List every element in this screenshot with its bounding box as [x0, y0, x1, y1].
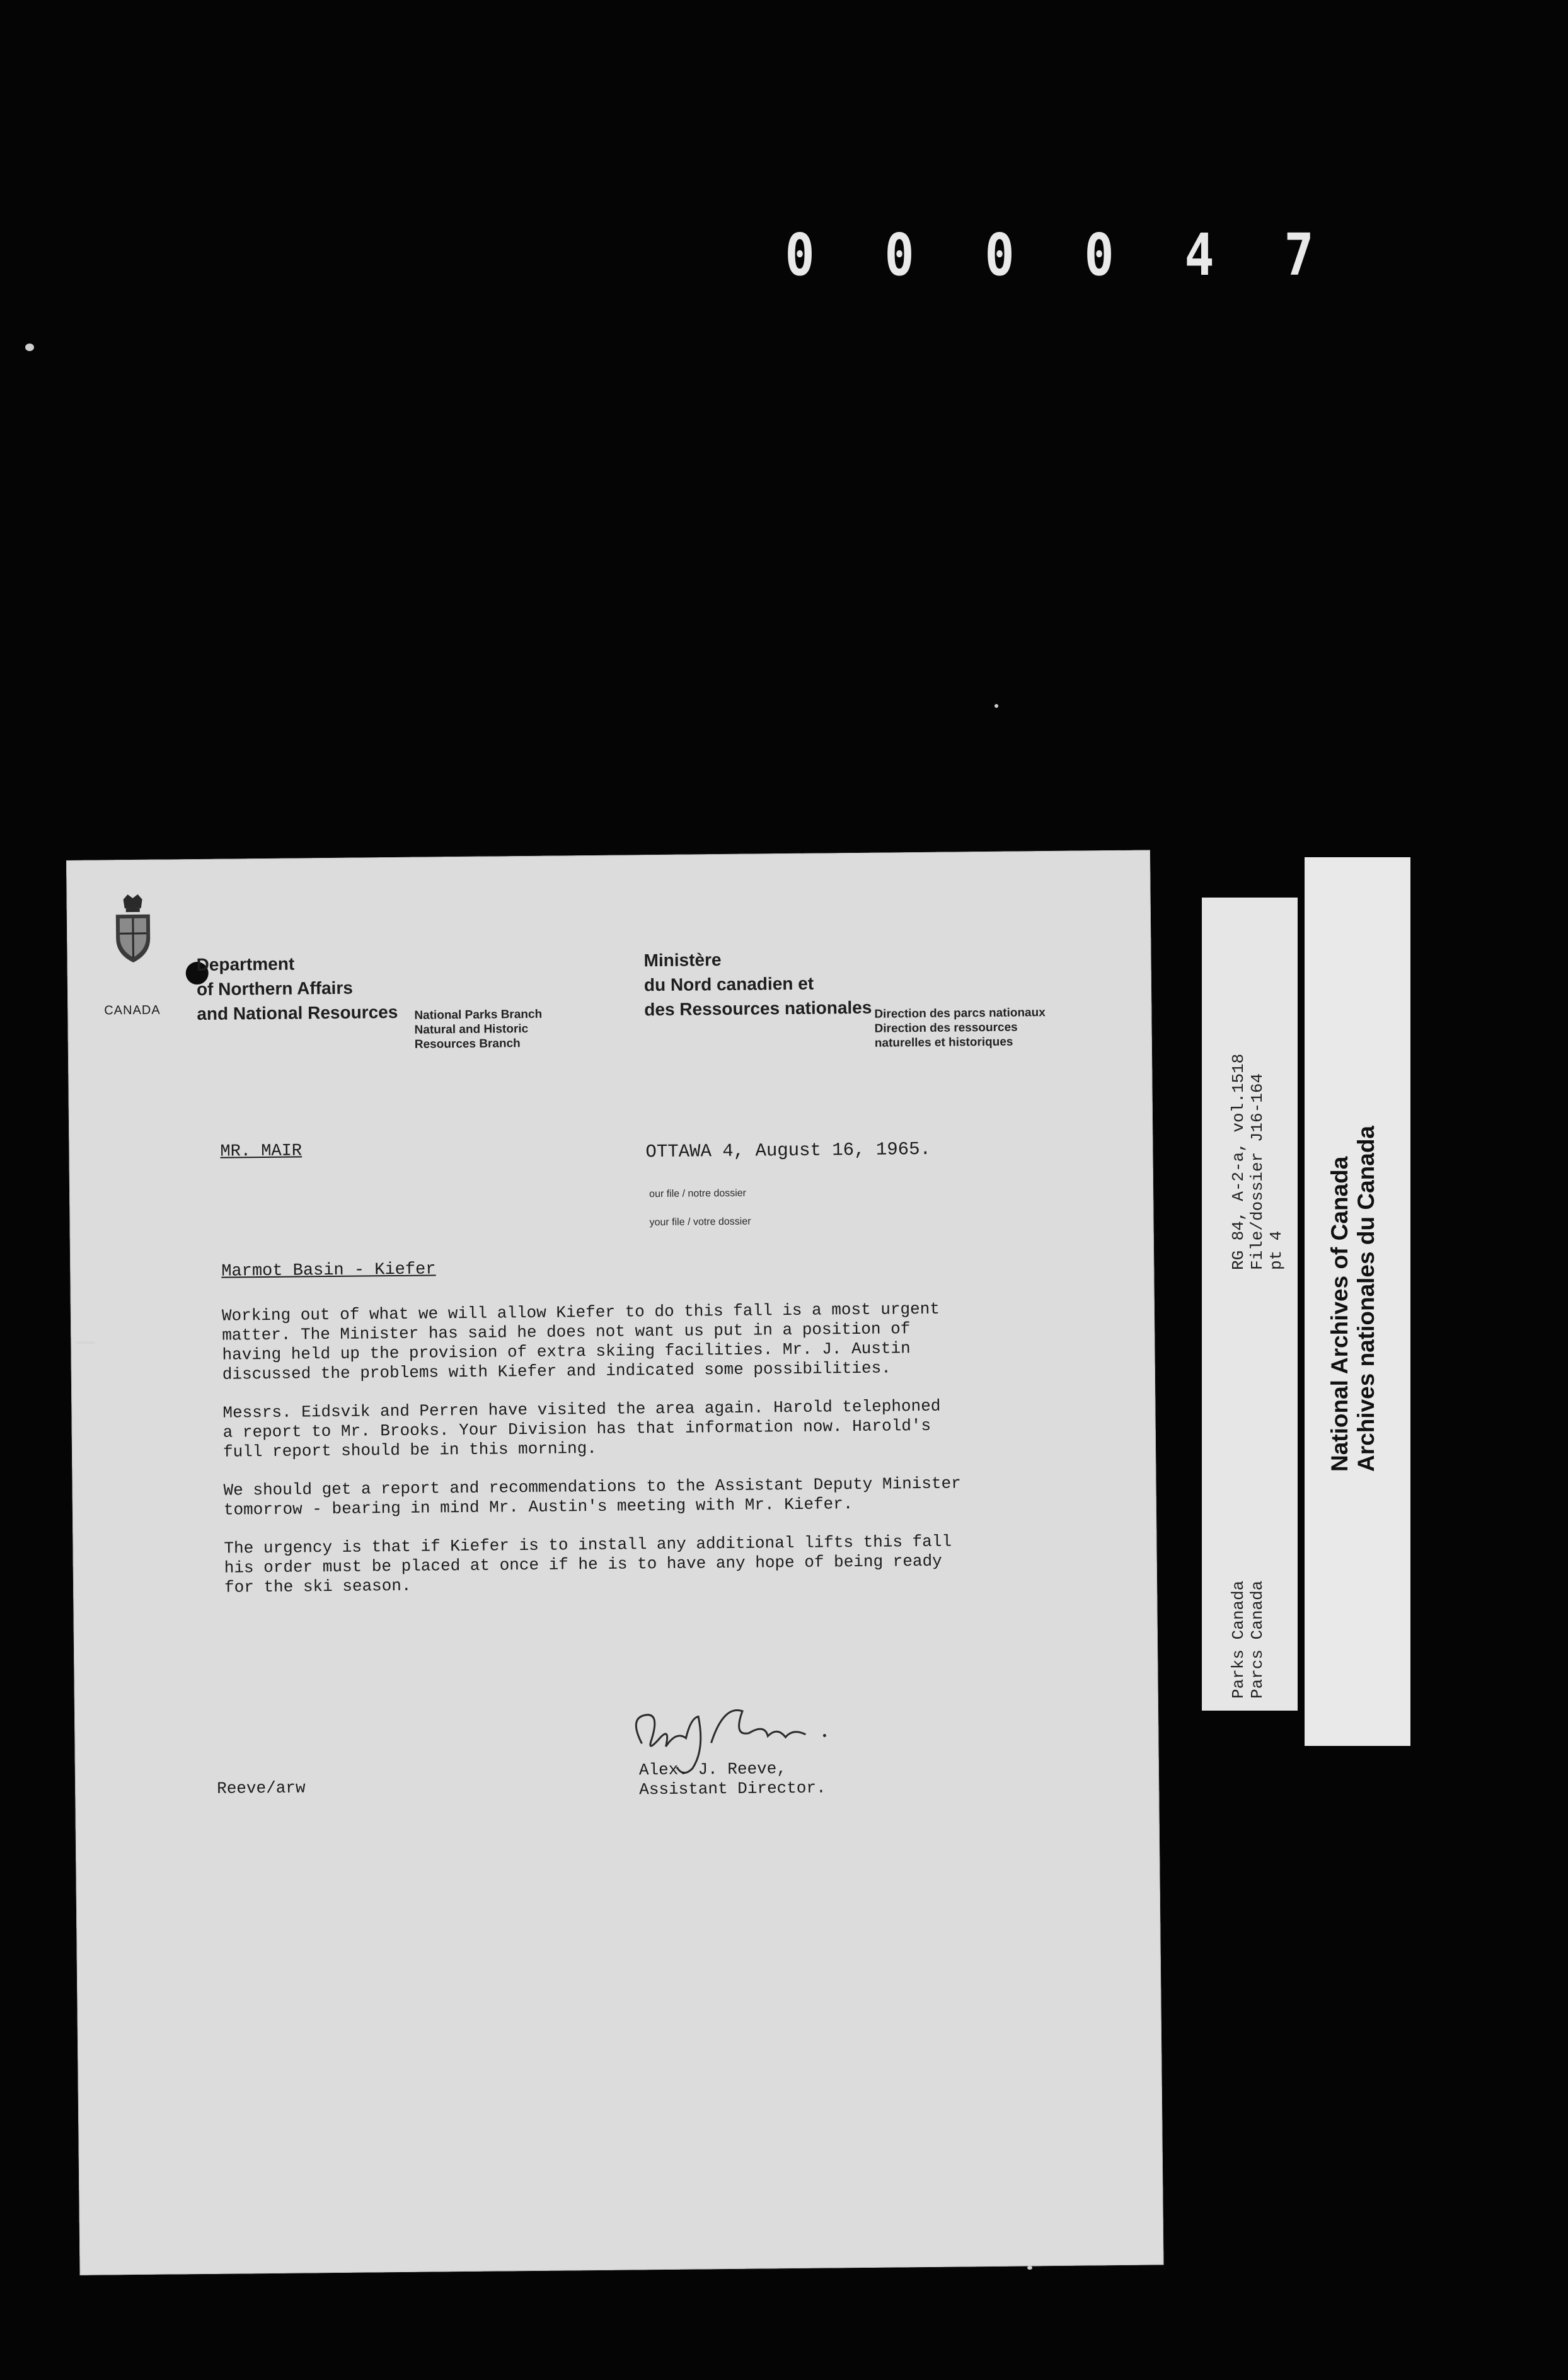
archival-reference: RG 84, A-2-a, vol.1518 File/dossier J16-164 pt 4	[1229, 1053, 1286, 1270]
memo-page	[66, 850, 1163, 2275]
national-archives-label: National Archives of Canada Archives nationales du Canada	[1327, 1125, 1379, 1472]
department-name-fr: Ministère du Nord canadien et des Ressources nationales	[643, 950, 872, 1020]
typist-initials: Reeve/arw	[217, 1778, 306, 1798]
canada-wordmark: CANADA	[104, 1003, 161, 1018]
memo-body	[222, 1299, 1000, 1617]
your-file-label: your file / votre dossier	[649, 1216, 751, 1228]
margin-tick	[76, 1341, 95, 1344]
counter-digit: 0	[984, 221, 1015, 289]
memo-paragraph: We should get a report and recommendations to the Assistant Deputy Minister tomorrow - bearing in mind Mr. Austin's meeting with Mr. Kiefer.	[223, 1474, 961, 1520]
counter-digit: 7	[1284, 221, 1314, 289]
branch-name-fr: Direction des parcs nationaux Direction des ressources naturelles et historiques	[874, 1006, 1046, 1050]
dust-speck	[994, 704, 998, 708]
branch-name-en: National Parks Branch Natural and Historic Resources Branch	[414, 1007, 543, 1051]
frame-counter	[778, 221, 1320, 289]
counter-digit: 4	[1184, 221, 1214, 289]
counter-digit: 0	[884, 221, 914, 289]
dust-speck	[25, 344, 34, 351]
signatory-name: Alex. J. Reeve, Assistant Director.	[638, 1759, 826, 1799]
memo-date: OTTAWA 4, August 16, 1965.	[645, 1138, 931, 1163]
counter-digit: 0	[785, 221, 815, 289]
memo-paragraph: The urgency is that if Kiefer is to install any additional lifts this fall his order must be placed at once if he is to have any hope of being ready for the ski season.	[224, 1532, 952, 1597]
memo-subject: Marmot Basin - Kiefer	[221, 1260, 436, 1281]
parks-canada-label: Parks Canada Parcs Canada	[1229, 1580, 1267, 1699]
department-name-en: Department of Northern Affairs and National Resources	[196, 954, 398, 1024]
counter-digit: 0	[1084, 221, 1114, 289]
memo-paragraph: Messrs. Eidsvik and Perren have visited the area again. Harold telephoned a report to Mr. Brooks. Your Division has that information now. Harold's full report should be in this morning.	[222, 1396, 941, 1462]
dust-speck	[1027, 2266, 1032, 2270]
memo-recipient: MR. MAIR	[220, 1141, 303, 1162]
coat-of-arms-icon	[111, 894, 156, 964]
our-file-label: our file / notre dossier	[649, 1187, 747, 1200]
memo-paragraph: Working out of what we will allow Kiefer to do this fall is a most urgent matter. The Minister has said he does not want us put in a position of having held up the provision of extra skiing facilities. Mr. J. Austin discussed the problems with Kiefer and indicated some possibilities.	[221, 1299, 940, 1384]
